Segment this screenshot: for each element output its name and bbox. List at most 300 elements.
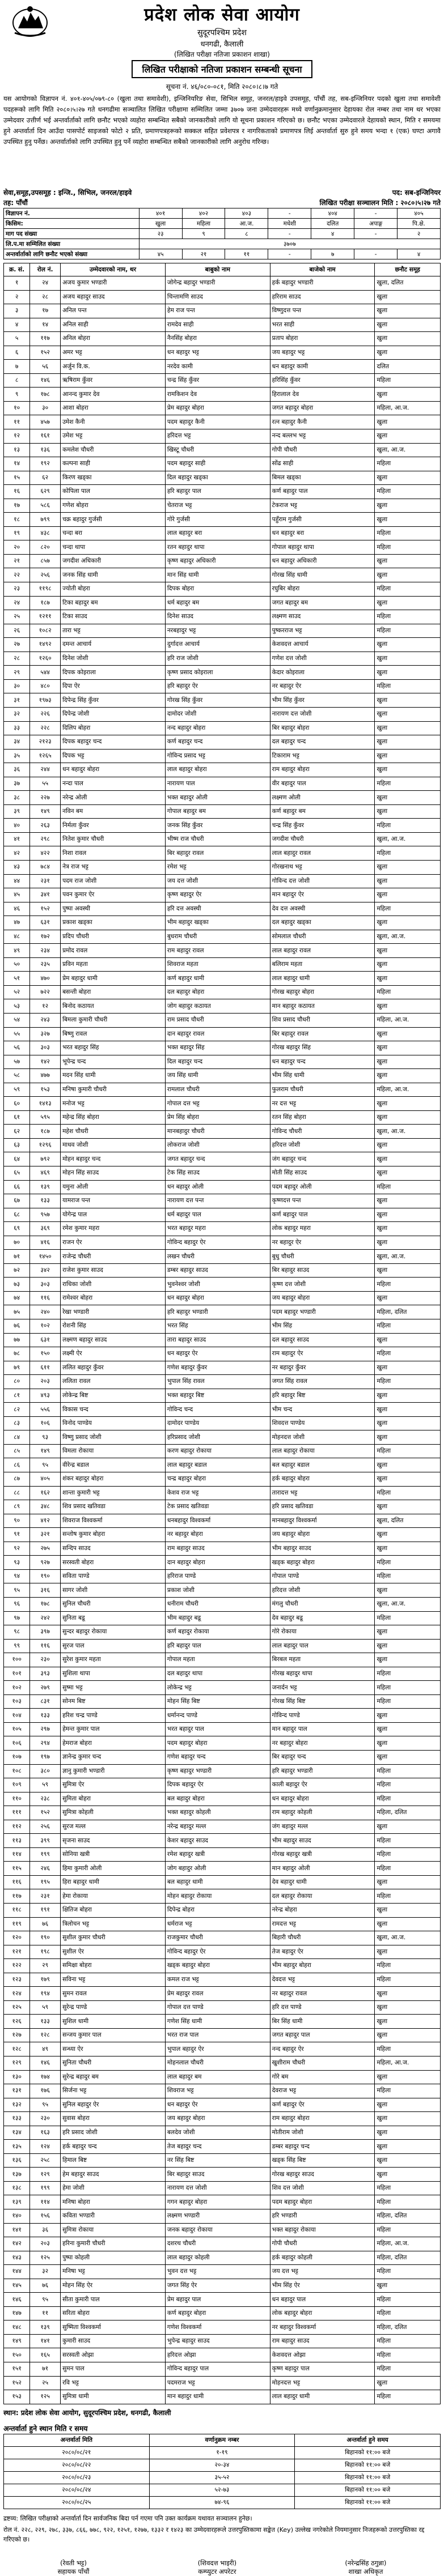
table-row [4,1778,441,1792]
table-row [4,1528,441,1542]
table-cell: ५७ [4,1055,30,1069]
signature-role: सहायक पाँचौं [57,2567,90,2575]
table-cell: जोग बहादुर ओली [165,1862,270,1876]
table-row [4,2028,441,2042]
table-cell: २४६ [30,1862,61,1876]
table-cell: हिरा बहादुर धामी [61,1875,166,1889]
table-cell: खुला [375,2028,441,2042]
table-cell: सुरज पाल [61,1639,166,1653]
table-cell: १६१ [30,429,61,444]
table-cell: १४३ [4,2251,30,2265]
table-cell: ७२ [4,1263,30,1278]
table-row [4,1180,441,1194]
table-cell: खुला [375,1542,441,1556]
table-cell: २२७ [30,791,61,805]
table-cell: दामोदर पाण्डेय [165,1416,270,1430]
table-cell: २६३ [30,819,61,833]
table-cell: बल बहादुर बडाल [270,1458,375,1472]
table-cell: १४९ [30,804,61,819]
table-cell: भरत बहादुर पाल [165,1722,270,1736]
table-cell: ८३ [4,1416,30,1430]
table-cell: चन्दा बरा [61,526,166,540]
table-cell: २८ [4,652,30,666]
table-row [4,1222,441,1236]
table-cell: ५५६ [30,1403,61,1417]
table-cell: ४० [4,819,30,833]
table-cell: ३६ [4,763,30,777]
table-cell: १२६० [30,652,61,666]
table-cell: ९५ [4,1583,30,1598]
table-cell: महिला [375,1694,441,1709]
table-cell: २४४ [30,763,61,777]
table-cell: खुला [375,1903,441,1917]
table-cell: ६३१ [30,916,61,930]
table-cell: १९४ [30,1987,61,2001]
table-cell: चन्द्र बहादुर बोहरा [165,1472,270,1487]
table-cell: राम बहादुर साउद [270,2334,375,2348]
table-cell: जगदीश अधिकारी [61,554,166,568]
table-cell: खुला [375,1875,441,1889]
table-cell: गोपी चौधरी [270,443,375,457]
table-cell: ७९ [4,1361,30,1375]
table-cell: सुशील कुमार चौधरी [61,1931,166,1945]
table-cell: २४ [30,276,61,291]
table-cell: सृजना साउद [61,1834,166,1848]
table-cell: देवदत्त भट्ट [270,1973,375,1987]
table-cell: ७८ [4,1347,30,1361]
table-cell: ९१ [4,1528,30,1542]
table-cell: १५ [4,471,30,485]
table-row [4,679,441,693]
table-row [4,429,441,444]
table-cell: राजेश कुमार साउद [61,1263,166,1278]
table-cell: रामदेव साही [165,318,270,332]
table-cell: भरत साही [270,318,375,332]
table-cell: १९९ [30,2181,61,2195]
table-cell: मोहन सिंह साउद [61,1166,166,1181]
table-row [4,1945,441,1959]
header [3,0,441,57]
table-cell: कविता भण्डारी [61,2209,166,2224]
table-cell: हरिसिंह कुँवर [270,373,375,388]
table-cell: भक्त बहादुर ओली [165,791,270,805]
table-cell: मनिषा भट्ट [61,2265,166,2279]
table-cell: भुवन दत्त भट्ट [165,2265,270,2279]
table-cell: २०३ [30,1375,61,1389]
table-row [4,735,441,750]
table-cell: केशव राज भट्ट [165,1486,270,1500]
table-cell: मानबहादुर चौधरी [165,1125,270,1139]
table-cell: ऋषिराम कुँवर [61,373,166,388]
table-cell: खुला [375,1458,441,1472]
table-cell: ११४ [4,1847,30,1862]
table-cell: महिला [375,1347,441,1361]
table-cell: बिर बहादुर साउद [270,1263,375,1278]
table-row [4,1486,441,1500]
quota-cell: अपाङ्ग [354,219,398,229]
table-row [4,2042,441,2056]
quota-cell: ४ [311,229,354,239]
table-cell: निशा रावल [61,846,166,861]
table-cell: ७० [4,1236,30,1250]
table-cell: खुला [375,1500,441,1514]
table-cell: हेमन्त कुमार पाल [61,1722,166,1736]
table-cell: लखन चौधरी [165,1250,270,1264]
table-cell: बिर बहादुर चन्द [270,1750,375,1764]
column-header: अन्तर्वार्ता मिति [4,2434,150,2446]
table-cell: टेक प्रसाद खतिवडा [165,1500,270,1514]
table-row [4,290,441,304]
table-cell: खुला [375,1097,441,1111]
table-cell: १०९ [4,1778,30,1792]
table-cell: खुला [375,638,441,652]
table-cell: ४ [4,318,30,332]
table-cell: अजय बहादुर साउद [61,290,166,304]
table-cell: खुला, आ.ज. [375,443,441,457]
table-cell: सविना भट्ट [61,1973,166,1987]
table-cell: खड्क सिंह बिष्ट [270,2153,375,2168]
table-cell: महिला [375,985,441,999]
table-row [4,1472,441,1487]
table-cell: महिला, दलित [375,2209,441,2224]
table-cell: १३४ [4,2126,30,2140]
table-row [4,1500,441,1514]
table-cell: १६३ [30,2126,61,2140]
table-cell: राजन ऐर [61,1236,166,1250]
table-cell: गोरख बहादुर सिंह [270,1041,375,1055]
table-cell: खुला [375,1263,441,1278]
table-cell: खुला [375,1528,441,1542]
table-cell: हेमा रोकाया [61,1889,166,1904]
table-cell: २५८ [30,2153,61,2168]
table-cell: १९ [4,526,30,540]
quota-cell: ८ [225,229,268,239]
table-cell: विमला रोकाया [61,1444,166,1458]
table-cell: मनोज भट्ट [61,1097,166,1111]
table-cell: राधिका जोशी [61,1278,166,1292]
table-row [4,568,441,582]
table-cell: महिला [375,485,441,499]
table-cell: लाल बहादुर रावल [270,846,375,861]
table-cell: २०८०/०८/२२ [4,2459,150,2471]
table-row [4,749,441,763]
table-row [4,707,441,721]
table-cell: महिला [375,624,441,638]
table-cell: खुला [375,2279,441,2293]
table-cell: राम बहादुर बोहरा [270,2112,375,2126]
table-cell: १०६ [30,1416,61,1430]
table-cell: बिहानको ११:०० बजे [295,2496,441,2509]
table-cell: भरत राज पाल [165,2028,270,2042]
table-cell: ९६ [4,1597,30,1611]
table-cell: तेज बहादुर ऐर [270,1945,375,1959]
table-cell: ३५ [4,749,30,763]
table-cell: बिरबल महता [270,1653,375,1667]
table-cell: चन्दा थापा [61,540,166,555]
table-cell: सुशिला थापा [61,1667,166,1681]
table-cell: २९४ [30,1736,61,1751]
table-cell: १० [4,401,30,415]
table-row [4,1667,441,1681]
table-cell: भीम बहादुर खड्का [165,916,270,930]
table-cell: रामेश्वर बोहरा [61,1291,166,1305]
table-cell: रमेश बहादुर खत्री [165,1847,270,1862]
table-cell: जय दत्त जोशी [165,874,270,888]
table-cell: १२३ [4,1973,30,1987]
table-cell: गोरख बहादुर थापा [270,1667,375,1681]
table-cell: चन्द्र सिंह कुँवर [270,819,375,833]
quota-cell: २ [398,229,441,239]
table-cell: खुला [375,1041,441,1055]
table-cell: किरण खड्का [61,471,166,485]
table-cell: दिपक बहादुर चन्द [61,735,166,750]
table-cell: ३७ [4,777,30,791]
table-cell: महिला [375,679,441,693]
table-cell: प्रमोद रावल [61,944,166,958]
table-cell: भुवनेश्वर जोशी [165,1278,270,1292]
table-cell: सिर्जना भट्ट [61,2084,166,2098]
table-cell: भीष्म राज चौधरी [165,832,270,846]
table-cell: रोशनी सिंह [61,1319,166,1334]
table-cell: करण बहादुर रोकाया [165,1444,270,1458]
table-cell: पदमराज भट्ट [165,2376,270,2390]
quota-cell: ३७०७ [139,239,440,249]
table-cell: महिला [375,1862,441,1876]
table-cell: १३७ [4,2168,30,2182]
table-cell: ५९ [4,1083,30,1097]
table-cell: टिका साउद [61,610,166,624]
table-cell: प्रेम बहादुर धामी [61,972,166,986]
table-row [4,1458,441,1472]
table-cell: खुला [375,804,441,819]
table-cell: २०८०/०८/२३ [4,2471,150,2484]
table-cell: गणेश विश्वकर्मा [165,2320,270,2335]
table-cell: नारायण दत्त जोशी [270,707,375,721]
signature-name: (शिवदत्त भाइरी) [197,2558,237,2567]
column-header: उम्मेदवारको नाम, थर [61,263,166,276]
table-cell: भीम बहादुर बोहरा [270,1959,375,1973]
table-cell: खुला [375,666,441,680]
table-row [4,1653,441,1667]
table-cell: १९८ [30,1945,61,1959]
table-cell: ३२१ [30,1528,61,1542]
table-cell: १०२ [30,1319,61,1334]
table-cell: महिला, दलित [375,1305,441,1319]
table-cell: प्रेम बहादुर बोहरा [165,401,270,415]
table-cell: नारायण पाल [165,777,270,791]
table-cell: १६ [4,485,30,499]
table-cell: भीम बहादुर बडू [165,1611,270,1625]
table-cell: लोक बहादुर महरा [270,1222,375,1236]
table-row [4,457,441,471]
table-cell: खुला [375,554,441,568]
table-cell: २०८०/०८/२४ [4,2484,150,2496]
table-row [4,1291,441,1305]
table-cell: ४५ [4,888,30,902]
table-cell: ६ [4,346,30,360]
table-cell: गोविन्द बहादुर पाल [165,2362,270,2377]
quota-cell: खुला [139,219,182,229]
table-cell: ७८४ [30,860,61,874]
table-cell: दिलिप बोहरा [61,721,166,735]
table-cell: १८७ [30,1125,61,1139]
table-row [4,972,441,986]
table-cell: खुला, आ.ज. [375,832,441,846]
table-row [4,1597,441,1611]
table-cell: ५८ [4,1069,30,1083]
table-row [4,2098,441,2112]
table-row [4,2446,441,2459]
table-row [4,332,441,346]
table-cell: ३१६ [30,1583,61,1598]
table-cell: ६३ [4,1138,30,1152]
table-cell: ५२ [4,985,30,999]
table-cell: लोकराज जोशी [165,1138,270,1152]
table-cell: ११९ [4,1917,30,1931]
table-cell: खुला [375,944,441,958]
table-cell: खुला [375,1987,441,2001]
table-cell: २३१ [30,874,61,888]
table-cell: ९२ [4,1542,30,1556]
table-cell: २४३ [30,1013,61,1027]
table-cell: खुला [375,1291,441,1305]
table-cell: शिवदत्त पाण्डेय [270,1416,375,1430]
table-cell: धर्म बहादुर बम [165,596,270,610]
table-row [4,1569,441,1583]
table-cell: काली बहादुर ऐर [270,1778,375,1792]
table-cell: जय बहादुर भट्ट [270,346,375,360]
table-row [4,2209,441,2224]
table-cell: सरिता बोहरा [61,2306,166,2320]
table-cell: १०० [4,1653,30,1667]
table-cell: नर बहादुर बोहरा [270,1736,375,1751]
table-cell: देवराज भट्ट [270,2084,375,2098]
signatures [3,2559,441,2576]
table-row [4,2320,441,2335]
table-cell: भुपेन्द्र बहादुर साउद [165,2334,270,2348]
table-cell: ३०३ [30,1278,61,1292]
table-cell: लक्ष्मण बहादुर साउद [61,1333,166,1347]
table-row [4,1194,441,1208]
table-cell: ३६ [30,2223,61,2237]
table-cell: ७५ [4,1305,30,1319]
table-cell: ८५ [4,1444,30,1458]
table-row [4,554,441,568]
table-cell: खुला [375,707,441,721]
table-cell: ६४ [4,1152,30,1166]
table-cell: १५२ [30,346,61,360]
table-cell: महिला, दलित [375,2251,441,2265]
table-cell: जय बहादुर बोहरा [270,1291,375,1305]
table-cell: खुला [375,1361,441,1375]
table-row [4,1834,441,1848]
table-cell: २०८०/०८/२१ [4,2446,150,2459]
table-row [4,360,441,374]
table-cell: यमुना ओली [61,1180,166,1194]
table-cell: सुनिल बहादुर ऐर [61,2098,166,2112]
table-cell: महिला [375,457,441,471]
table-row [4,485,441,499]
table-row [4,1639,441,1653]
table-cell: जोग बहादुर कठायत [165,999,270,1014]
table-cell: ५९५ [30,1110,61,1125]
table-cell: बुधराम चौधरी [165,930,270,944]
table-cell: १४६ [30,2056,61,2071]
table-cell: सुनिता बडू [61,1611,166,1625]
table-cell: दल बहादुर खड्का [270,916,375,930]
table-cell: महिला [375,2084,441,2098]
table-cell: नर बहादुर रावल [270,1987,375,2001]
quota-row [4,229,441,239]
table-cell: महिला [375,819,441,833]
table-cell: खुला [375,1625,441,1640]
table-cell: शिवराज भट्ट [165,2084,270,2098]
table-cell: धनबहादुर विश्वकर्मा [165,1514,270,1528]
table-row [4,2140,441,2154]
table-row [4,582,441,597]
table-cell: १०६ [4,1736,30,1751]
table-cell: पुष्पा कोहली [61,2251,166,2265]
table-cell: धन बहादुर ऐर [165,1347,270,1361]
table-row [4,1444,441,1458]
table-row [4,1347,441,1361]
table-cell: १-१९ [149,2446,295,2459]
table-cell: खुला [375,2112,441,2126]
table-cell: १७८ [30,1597,61,1611]
table-cell: ५१ [4,972,30,986]
table-row [4,777,441,791]
table-cell: ११५ [4,1862,30,1876]
table-cell: १३९ [30,2320,61,2335]
table-cell: खुला [375,735,441,750]
table-cell: महिला [375,1959,441,1973]
table-row [4,2195,441,2209]
table-cell: महिला [375,1611,441,1625]
column-header: छनौट समूह [375,263,441,276]
table-row [4,1611,441,1625]
table-cell: खुला [375,429,441,444]
table-cell: ४२ [4,846,30,861]
table-cell: बिनोद कठायत [61,999,166,1014]
table-cell: खुशीराम चौधरी [270,2056,375,2071]
table-cell: २१ [4,554,30,568]
table-cell: गणेश बहादुर चन्द [165,1750,270,1764]
table-cell: २४ [4,596,30,610]
table-cell: सरस्वती बोहरा [61,1556,166,1570]
table-cell: राम प्रसाद चौधरी [165,1013,270,1027]
table-cell: कर्ण बहादुर बम [270,804,375,819]
quota-cell: लि.प.मा सम्मिलित संख्या [4,239,139,249]
table-cell: जगत सिंह ऐर [165,2279,270,2293]
table-row [4,2306,441,2320]
table-cell: भीम सिंह ऐर [270,2279,375,2293]
table-cell: सोनिया खत्री [61,1847,166,1862]
table-cell: खुला, आ.ज. [375,930,441,944]
table-row [4,1361,441,1375]
table-cell: २९ [4,666,30,680]
table-cell: खुला [375,972,441,986]
table-cell: ज्योती बोहरा [61,582,166,597]
table-cell: खुला [375,916,441,930]
table-cell: १४९ [30,1444,61,1458]
table-cell: २३४ [30,944,61,958]
table-cell: गोरे गुर्जसी [165,513,270,527]
quota-row [4,208,441,219]
table-cell: महिला [375,1681,441,1695]
table-cell: खुला [375,888,441,902]
table-cell: २४० [30,1305,61,1319]
table-cell: महिला [375,2390,441,2404]
